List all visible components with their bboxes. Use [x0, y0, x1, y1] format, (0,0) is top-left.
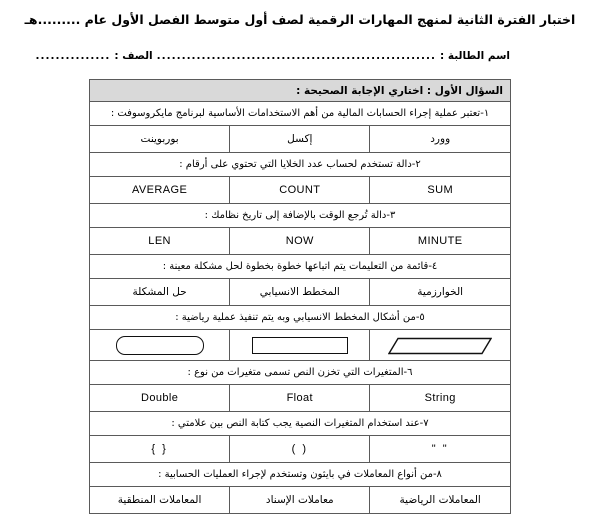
- option-cell[interactable]: وورد: [370, 126, 511, 153]
- shape-wrapper: [374, 330, 506, 360]
- shape-wrapper: [234, 330, 365, 360]
- student-name-blank[interactable]: ........................................................: [156, 50, 437, 62]
- option-cell[interactable]: String: [370, 385, 511, 412]
- question-prompt-row: [90, 306, 511, 330]
- option-cell[interactable]: " ": [370, 436, 511, 463]
- option-cell[interactable]: بوربوينت: [90, 126, 230, 153]
- option-cell[interactable]: LEN: [90, 228, 230, 255]
- option-cell[interactable]: إكسل: [230, 126, 370, 153]
- question-options-row: [90, 279, 511, 306]
- question-number: ١-: [480, 108, 490, 119]
- question-text: من أشكال المخطط الانسيابي وبه يتم تنفيذ عملية رياضية :: [175, 312, 416, 323]
- question-text: قائمة من التعليمات يتم اتباعها خطوة بخطوة لحل مشكلة معينة :: [162, 261, 429, 272]
- option-cell[interactable]: Float: [230, 385, 370, 412]
- question-prompt-5: [90, 306, 511, 330]
- option-cell[interactable]: حل المشكلة: [90, 279, 230, 306]
- option-cell[interactable]: SUM: [370, 177, 511, 204]
- student-name-label: اسم الطالبة :: [440, 50, 510, 62]
- question-prompt-row: [90, 463, 511, 487]
- question-text: المتغيرات التي تخزن النص تسمى متغيرات من نوع :: [187, 367, 404, 378]
- option-cell[interactable]: ( ): [230, 436, 370, 463]
- rectangle-shape-icon: [252, 337, 348, 354]
- question-prompt-inner: [96, 210, 504, 221]
- question-prompt-inner: [96, 418, 504, 429]
- option-cell[interactable]: [370, 330, 511, 361]
- question-options-row: [90, 177, 511, 204]
- question-prompt-row: [90, 153, 511, 177]
- question-prompt-1: [90, 102, 511, 126]
- question-number: ٧-: [419, 418, 429, 429]
- question-prompt-4: [90, 255, 511, 279]
- exam-questions-table: [89, 79, 511, 514]
- question-prompt-row: [90, 255, 511, 279]
- option-cell[interactable]: الخوارزمية: [370, 279, 511, 306]
- question-options-row: [90, 330, 511, 361]
- option-cell[interactable]: [230, 330, 370, 361]
- option-cell[interactable]: المخطط الانسيابي: [230, 279, 370, 306]
- option-cell[interactable]: COUNT: [230, 177, 370, 204]
- question-options-row: [90, 228, 511, 255]
- option-cell[interactable]: { }: [90, 436, 230, 463]
- section-heading-row: [90, 80, 511, 102]
- exam-table-body: [90, 80, 511, 514]
- question-text: دالة تُرجع الوقت بالإضافة إلى تاريخ نظامك :: [204, 210, 387, 221]
- question-number: ٥-: [415, 312, 425, 323]
- question-prompt-row: [90, 361, 511, 385]
- question-prompt-row: [90, 102, 511, 126]
- question-number: ٤-: [428, 261, 438, 272]
- question-prompt-row: [90, 412, 511, 436]
- option-cell[interactable]: [90, 330, 230, 361]
- question-number: ٣-: [386, 210, 396, 221]
- question-options-row: [90, 385, 511, 412]
- option-cell[interactable]: المعاملات الرياضية: [370, 487, 511, 514]
- question-prompt-inner: [96, 261, 504, 272]
- option-cell[interactable]: المعاملات المنطقية: [90, 487, 230, 514]
- class-label: الصف :: [114, 50, 153, 62]
- question-number: ٦-: [403, 367, 413, 378]
- question-options-row: [90, 126, 511, 153]
- question-number: ٨-: [432, 469, 442, 480]
- option-cell[interactable]: NOW: [230, 228, 370, 255]
- question-prompt-3: [90, 204, 511, 228]
- question-number: ٢-: [411, 159, 421, 170]
- option-cell[interactable]: معاملات الإسناد: [230, 487, 370, 514]
- question-text: عند استخدام المتغيرات النصية يجب كتابة النص بين علامتي :: [171, 418, 420, 429]
- question-prompt-inner: [96, 469, 504, 480]
- student-info-line: [35, 50, 510, 62]
- question-prompt-7: [90, 412, 511, 436]
- parallelogram-shape-icon: [388, 337, 492, 354]
- question-text: دالة تستخدم لحساب عدد الخلايا التي تحتوي على أرقام :: [179, 159, 412, 170]
- question-text: تعتبر عملية إجراء الحسابات المالية من أهم الاستخدامات الأساسية لبرنامج مايكروسوفت :: [110, 108, 481, 119]
- question-prompt-8: [90, 463, 511, 487]
- option-cell[interactable]: AVERAGE: [90, 177, 230, 204]
- question-prompt-inner: [96, 108, 504, 119]
- section-heading: السؤال الأول : اختاري الإجابة الصحيحة :: [90, 80, 511, 102]
- page-title: اختبار الفترة الثانية لمنهج المهارات الرقمية لصف أول متوسط الفصل الأول عام .........هـ: [24, 12, 576, 27]
- question-text: من أنواع المعاملات في بايثون وتستخدم لإجراء العمليات الحسابية :: [158, 469, 433, 480]
- option-cell[interactable]: Double: [90, 385, 230, 412]
- question-prompt-row: [90, 204, 511, 228]
- question-prompt-2: [90, 153, 511, 177]
- option-cell[interactable]: MINUTE: [370, 228, 511, 255]
- shape-wrapper: [94, 330, 225, 360]
- question-prompt-inner: [96, 367, 504, 378]
- stadium-shape-icon: [116, 336, 204, 355]
- question-options-row: [90, 436, 511, 463]
- question-prompt-inner: [96, 159, 504, 170]
- question-prompt-inner: [96, 312, 504, 323]
- question-prompt-6: [90, 361, 511, 385]
- question-options-row: [90, 487, 511, 514]
- class-blank[interactable]: ...............: [35, 50, 111, 62]
